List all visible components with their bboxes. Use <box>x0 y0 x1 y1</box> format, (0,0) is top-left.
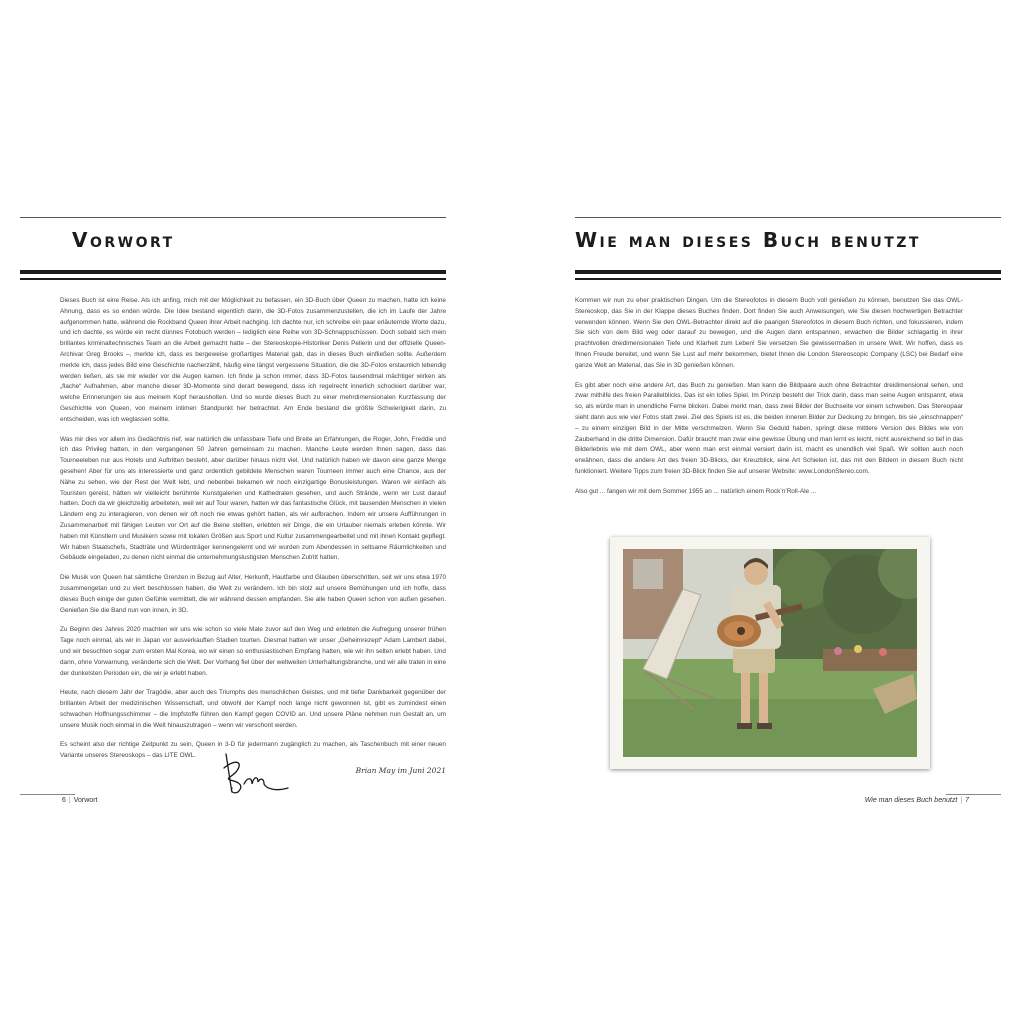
page-title: Vorwort <box>72 228 175 252</box>
paragraph: Kommen wir nun zu eher praktischen Dingen. Um die Stereofotos in diesem Buch voll genießen zu können, benutzen Sie das OWL-Stereoskop, das Sie in der Klappe dieses Buches finden. Dort finden Sie auch Anweisungen, wie Sie diesen hochwertigen Betrachter verwenden können. Wenn Sie den OWL-Betrachter direkt auf die paarigen Stereofotos in diesem Buch richten, und fokussieren, indem Sie sich von dem Bild weg oder darauf zu bewegen, und die Augen dann entspannen, erwachen die Bilder schlagartig in ihrer prachtvollen dreidimensionalen Tiefe und Klarheit zum Leben! Sie versetzen Sie gewissermaßen in unsere Welt. Wir hoffen, dass es Ihnen Freude bereitet, und wenn Sie Lust auf mehr bekommen, bietet Ihnen die London Stereoscopic Company (LSC) bei Bedarf eine ganze Welt an Material, das Sie in 3D genießen können. <box>575 297 963 369</box>
signature-icon <box>218 748 292 798</box>
paragraph: Zu Beginn des Jahres 2020 machten wir uns wie schon so viele Male zuvor auf den Weg und erlebten die Aufregung unserer frühen Tage noch einmal, als wir in Japan vor ausverkauften Stadien tourten. Diesmal hatten wir unser „Geheimrezept“ Adam Lambert dabei, und wir besuchten sogar zum ersten Mal Korea, wo wir einen so enthusiastischen Empfang hatten, wie wir ihn selten erlebt haben. Und dann, ohne Vorwarnung, veränderte sich die Welt. Der Vorhang fiel über der weltweiten Unterhaltungsbranche, und wir alle traten in eine der dunkelsten Perioden ein, die wir je erlebt haben. <box>60 626 446 677</box>
paragraph: Was mir dies vor allem ins Gedächtnis rief, war natürlich die unfassbare Tiefe und Breite an Erfahrungen, die Roger, John, Freddie und ich das Privileg hatten, in den vergangenen 50 Jahren gemeinsam zu machen. Manche Leute werden Ihnen sagen, dass das Tourneeleben nur aus Hotels und Auftritten besteht, aber darüber hinaus nicht viel. Und natürlich haben wir davon eine ganze Menge gesehen! Aber für uns als interessierte und ganz ordentlich gebildete Menschen waren Tourneen immer auch eine Chance, aus der Nähe zu sehen, wie der Rest der Welt lebt, und nebenbei bekamen wir noch einzigartige Bonusleistungen. Waren wir einfach als Touristen gereist, hätten wir vielleicht berühmte Kunstgalerien und Kathedralen gesehen, und auch Strände, wenn wir Lust darauf hatten. Doch da wir gleichzeitig arbeiteten, weil wir auf Tour waren, hatten wir das fantastische Glück, mit tausenden Menschen in vielen Ländern eng zu interagieren, von denen wir oft noch nie etwas gehört hatten, als wir aufbrachen. Indem wir unsere Aufführungen in Zusammenarbeit mit fähigen Leuten vor Ort auf die Beine stellten, erlebten wir Dinge, die ein Urlauber niemals erleben könnte. Wir haben mit Künstlern und Musikern sowie mit lokalen Größen aus Sport und Kultur zusammengearbeitet und mit ihnen Kontakt gepflegt. Wir haben Staatschefs, Stadträte und Würdenträger kennengelernt und wir wurden zum Abendessen in seltsame Räumlichkeiten und Gebäude eingeladen, zu denen nicht einmal die unternehmungslustigsten Menschen Zutritt hatten. <box>60 435 446 562</box>
footer-rule <box>20 794 75 795</box>
page-title: Wie man dieses Buch benutzt <box>575 228 921 252</box>
heading-top-rule <box>575 217 1001 218</box>
foreword-body <box>60 296 446 771</box>
page-footer: 6 | Vorwort <box>62 797 98 804</box>
paragraph: Es scheint also der richtige Zeitpunkt zu sein, Queen in 3-D für jedermann zugänglich zu machen, als Taschenbuch mit einer neuen Variante unseres Stereoskops – das LITE OWL. <box>60 741 446 760</box>
photo-print <box>610 537 930 769</box>
footer-label: Vorwort <box>73 797 98 804</box>
page-number: 6 <box>62 797 66 804</box>
right-page <box>512 0 1024 1024</box>
paragraph: Heute, nach diesem Jahr der Tragödie, aber auch des Triumphs des menschlichen Geistes, und mit tiefer Dankbarkeit gegenüber der brillanten Arbeit der medizinischen Wissenschaft, und obwohl der Kampf noch lange nicht gewonnen ist, gibt es zumindest einen schwachen Hoffnungsschimmer – die Impfstoffe führen den Kampf gegen COVID an. Und unsere Pläne nehmen nun Gestalt an, um unsere Musik noch einmal in die Welt hinauszutragen – wenn wir verschont werden. <box>60 689 446 729</box>
boy-with-guitar-photo <box>623 549 917 757</box>
heading-thick-rule <box>575 270 1001 274</box>
paragraph: Es gibt aber noch eine andere Art, das Buch zu genießen. Man kann die Bildpaare auch ohne Betrachter dreidimensional sehen, und zwar mithilfe des freien Parallelblicks. Das ist ein tolles Spiel. Im Prinzip besteht der Trick darin, dass man seine Augen entspannt, etwa so, als würde man in unendliche Ferne blicken. Dabei merkt man, dass zwei Bilder der Buchseite vor einem schweben. Das Stereopaar sieht dann aus wie vier Fotos statt zwei. Ziel des Spiels ist es, die beiden inneren Bilder zur Deckung zu bringen, bis sie „einschnappen“ – zu einem einzigen Bild in der Mitte verschmelzen. Wenn Sie Geduld haben, springt diese mittlere Version des Bildes wie von Zauberhand in die dritte Dimension. Dafür braucht man zwar eine gewisse Übung und man lernt es leicht, nicht ausreichend so tief in das Bilderlebnis wie mit dem OWL, aber wenn man erst einmal versiert darin ist, macht es unendlich viel Spaß. Wir sollten auch noch erwähnen, dass die andere Art des freien 3D-Blicks, der Kreuzblick, eine Art Schielen ist, das mit den Bildern in diesem Buch nicht funktioniert. Weitere Tipps zum freien 3D-Blick finden Sie auf unserer Website: www.LondonStereo.com. <box>575 381 963 475</box>
heading-top-rule <box>20 217 446 218</box>
heading-thick-rule <box>20 270 446 274</box>
footer-rule <box>946 794 1001 795</box>
heading-thin-rule <box>575 278 1001 280</box>
signature-caption: Brian May im Juni 2021 <box>355 766 446 775</box>
instructions-body <box>575 296 963 507</box>
footer-label: Wie man dieses Buch benutzt <box>864 797 958 804</box>
heading-thin-rule <box>20 278 446 280</box>
page-number: 7 <box>965 797 969 804</box>
paragraph: Die Musik von Queen hat sämtliche Grenzen in Bezug auf Alter, Herkunft, Hautfarbe und Glauben überschritten, seit wir uns etwa 1970 zusammengetan und zu viert beschlossen haben, die Welt zu verändern. Ich bin stolz auf unsere Bemühungen und ich hoffe, dass dieses Buch einige der guten Gefühle vermittelt, die wir während dessen empfanden. Sie alle haben Queen schon von außen gesehen. Genießen Sie die Band nun von innen, in 3D. <box>60 574 446 614</box>
page-footer: Wie man dieses Buch benutzt | 7 <box>864 797 969 804</box>
paragraph: Dieses Buch ist eine Reise. Als ich anfing, mich mit der Möglichkeit zu befassen, ein 3D-Buch über Queen zu machen, hatte ich keine Ahnung, dass es so enden würde. Die Idee bestand eigentlich darin, die 3D-Fotos zusammenzustellen, die ich im Laufe der Jahre aufgenommen hatte, während die Rockband Queen ihrer Arbeit nachging. Ich dachte nur, ich schreibe ein paar erläuternde Worte dazu, und ich dachte, es würde ein recht dünnes Fotobuch werden – lediglich eine Reihe von 3D-Schnappschüssen. Doch sobald sich mein brillantes kriminaltechnisches Team an die Arbeit gemacht hatte – der Stereoskopie-Historiker Denis Pellerin und der offizielle Queen-Archivar Greg Brooks –, merkte ich, dass es bergeweise großartiges Material gab, das in dieses Buch einfließen sollte. Außerdem merkte ich, dass jedes Bild eine Geschichte nacherzählt, häufig eine längst vergessene Situation, die die 3D-Fotos erstaunlich lebendig werden ließen, als sie mir wieder vor die Augen kamen. Ich finde ja schon immer, dass 3D-Fotos tausendmal mächtiger wirken als „flache“ Aufnahmen, aber manche dieser 3D-Momente sind derart bewegend, dass ich regelrecht innerlich schockiert darüber war, welche Erinnerungen sie aus meinem Kopf herausholten. Und so wurde dieses Buch zu einer mehrdimensionalen Kurzfassung der Geschichte von Queen, von meinem intimen Standpunkt her betrachtet. Am Ende bestand die größte Schwierigkeit darin, zu entscheiden, was ich weglassen sollte. <box>60 297 446 423</box>
paragraph: Also gut ... fangen wir mit dem Sommer 1955 an ... natürlich einem Rock’n’Roll-Ale ... <box>575 487 817 495</box>
